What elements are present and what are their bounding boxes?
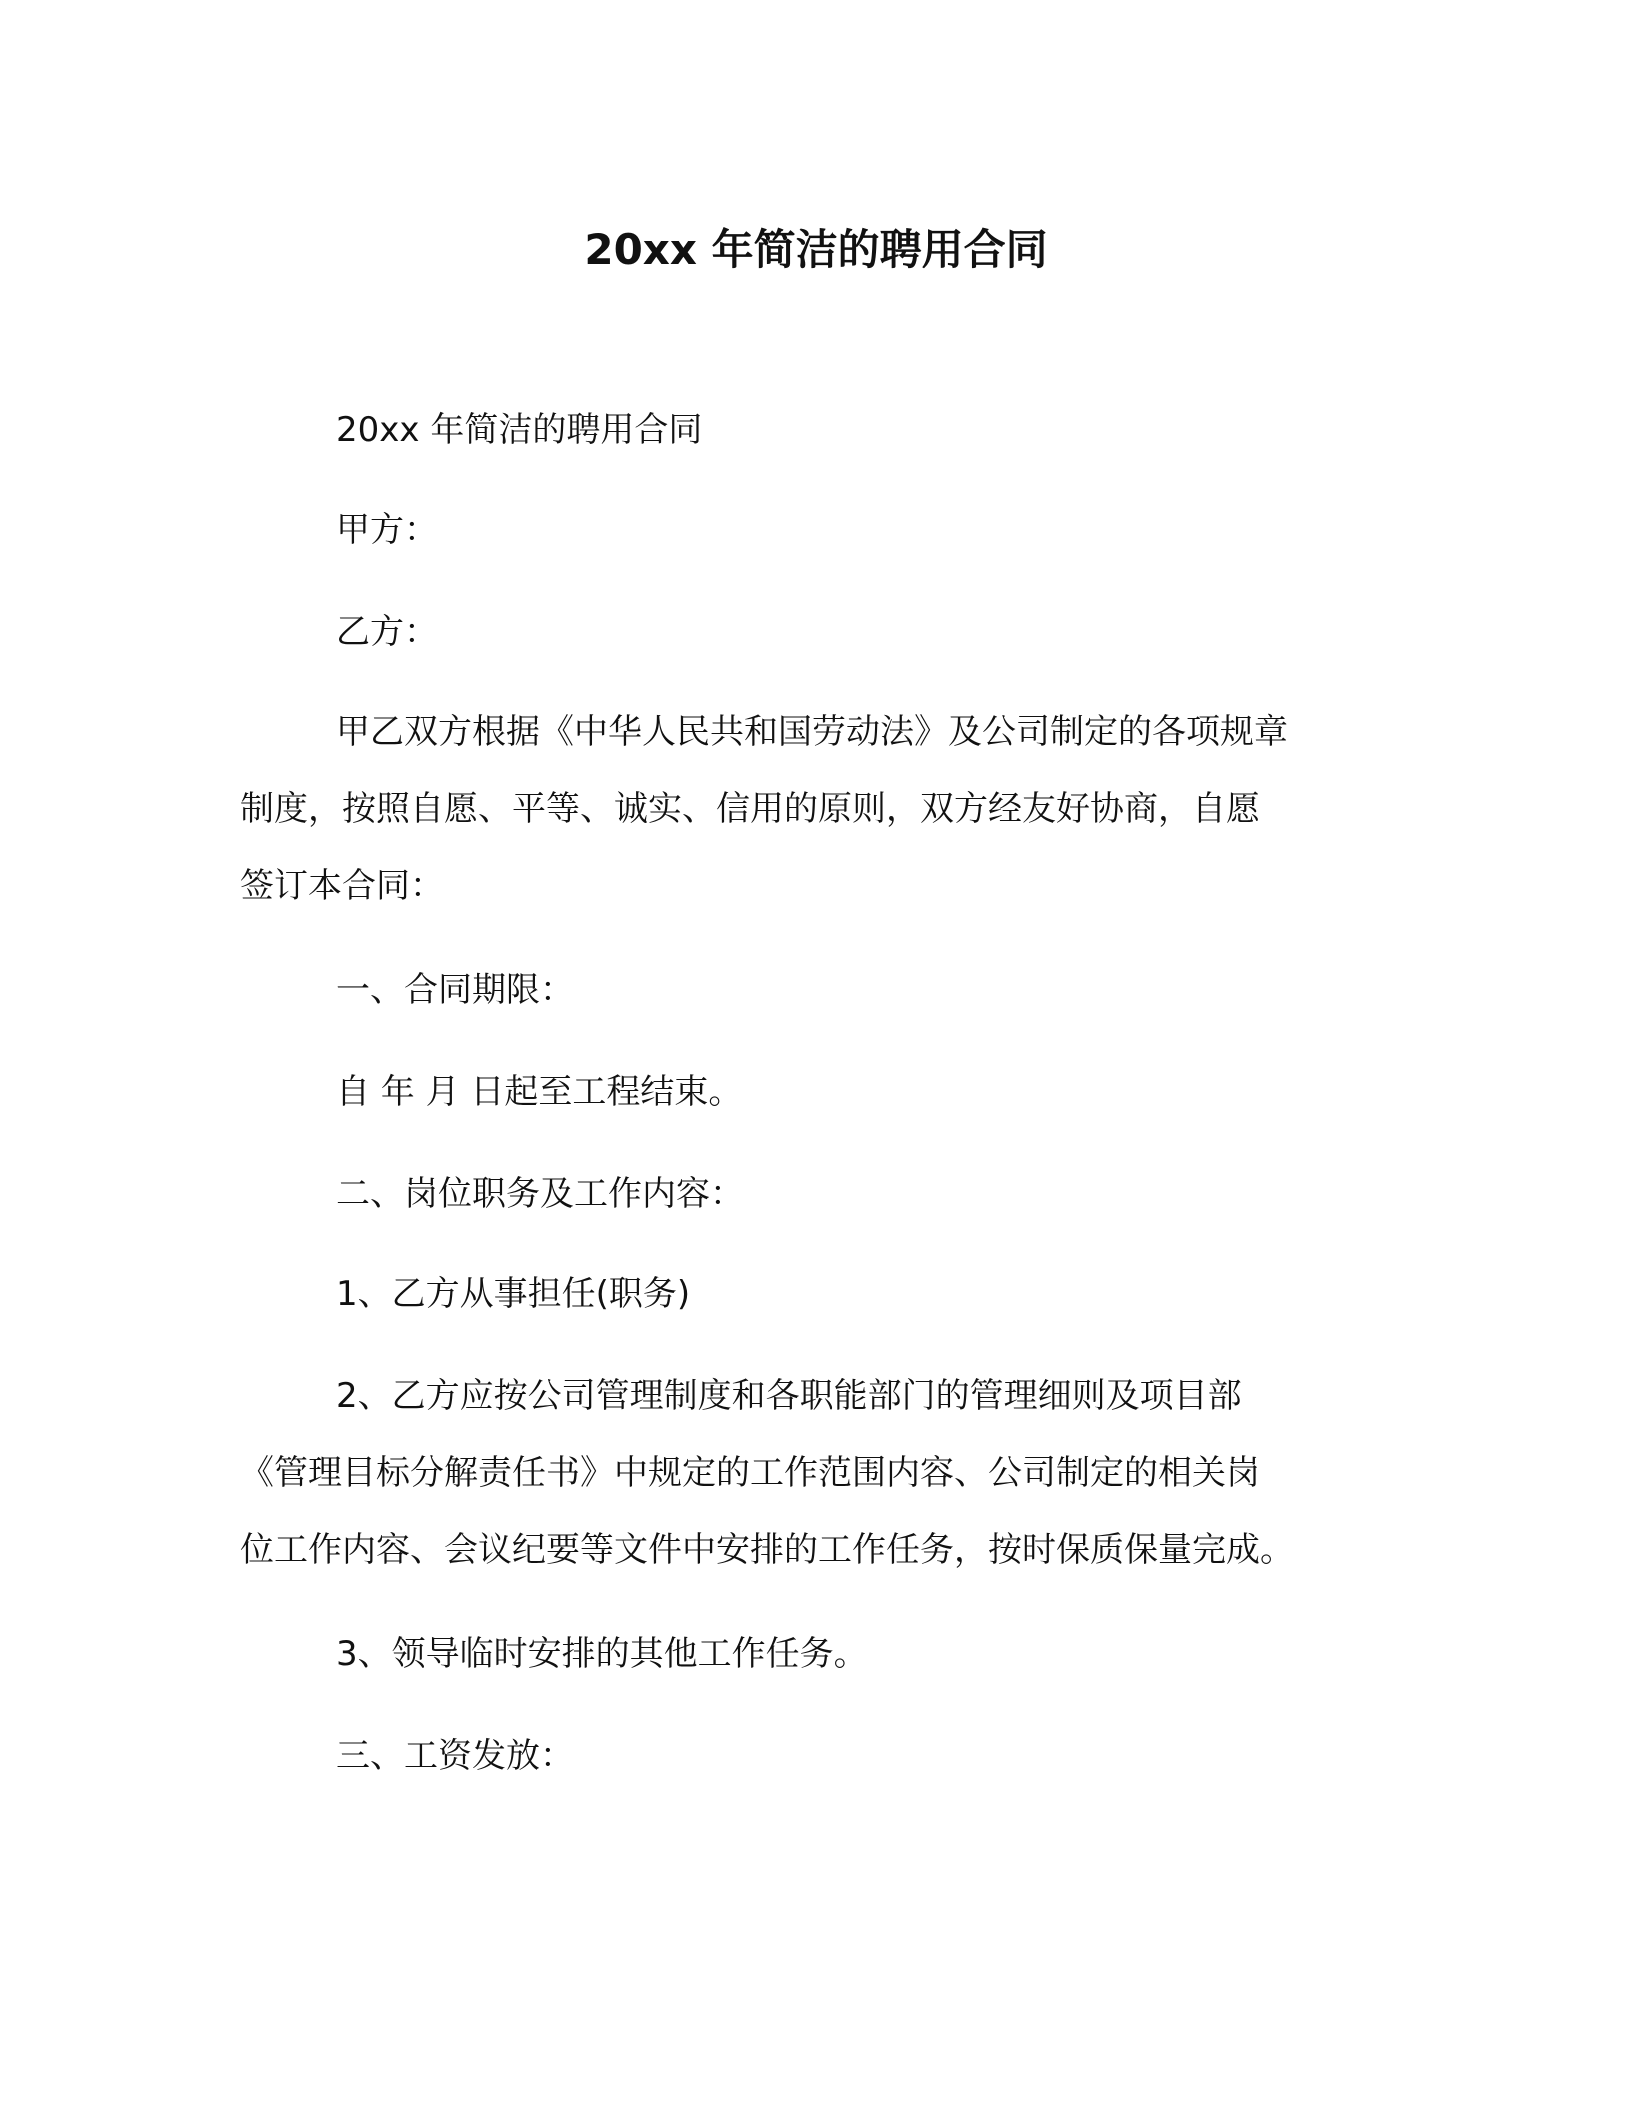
party-b-line — [240, 594, 1486, 671]
paragraph-line: 乙方： — [336, 612, 438, 652]
duty-item-2 — [240, 1358, 1390, 1589]
paragraph-line: 一、合同期限： — [336, 970, 574, 1010]
paragraph-line: 二、岗位职务及工作内容： — [336, 1174, 744, 1214]
paragraph-line: 3、领导临时安排的其他工作任务。 — [336, 1634, 868, 1674]
term-paragraph — [240, 1054, 1486, 1131]
paragraph-line: 1、乙方从事担任(职务) — [336, 1274, 691, 1314]
paragraph-line: 位工作内容、会议纪要等文件中安排的工作任务，按时保质保量完成。 — [240, 1530, 1294, 1570]
party-a-line — [240, 492, 1486, 569]
intro-paragraph — [240, 694, 1390, 925]
paragraph-line: 2、乙方应按公司管理制度和各职能部门的管理细则及项目部 — [336, 1376, 1242, 1416]
paragraph-line: 三、工资发放： — [336, 1736, 574, 1776]
paragraph-line: 自 年 月 日起至工程结束。 — [336, 1072, 743, 1112]
paragraph-line: 签订本合同： — [240, 866, 444, 906]
duty-item-1 — [240, 1256, 1486, 1333]
paragraph-line: 《管理目标分解责任书》中规定的工作范围内容、公司制定的相关岗 — [240, 1453, 1260, 1493]
section-heading-term — [240, 952, 1486, 1029]
document-title: 20xx 年简洁的聘用合同 — [584, 225, 1048, 274]
subtitle-paragraph — [240, 392, 1486, 469]
paragraph-line: 制度，按照自愿、平等、诚实、信用的原则，双方经友好协商，自愿 — [240, 789, 1260, 829]
paragraph-line: 甲乙双方根据《中华人民共和国劳动法》及公司制定的各项规章 — [336, 712, 1288, 752]
paragraph-line: 甲方： — [336, 510, 438, 550]
paragraph-line: 20xx 年简洁的聘用合同 — [336, 410, 703, 450]
duty-item-3 — [240, 1616, 1486, 1693]
section-heading-salary — [240, 1718, 1486, 1795]
section-heading-duties — [240, 1156, 1486, 1233]
